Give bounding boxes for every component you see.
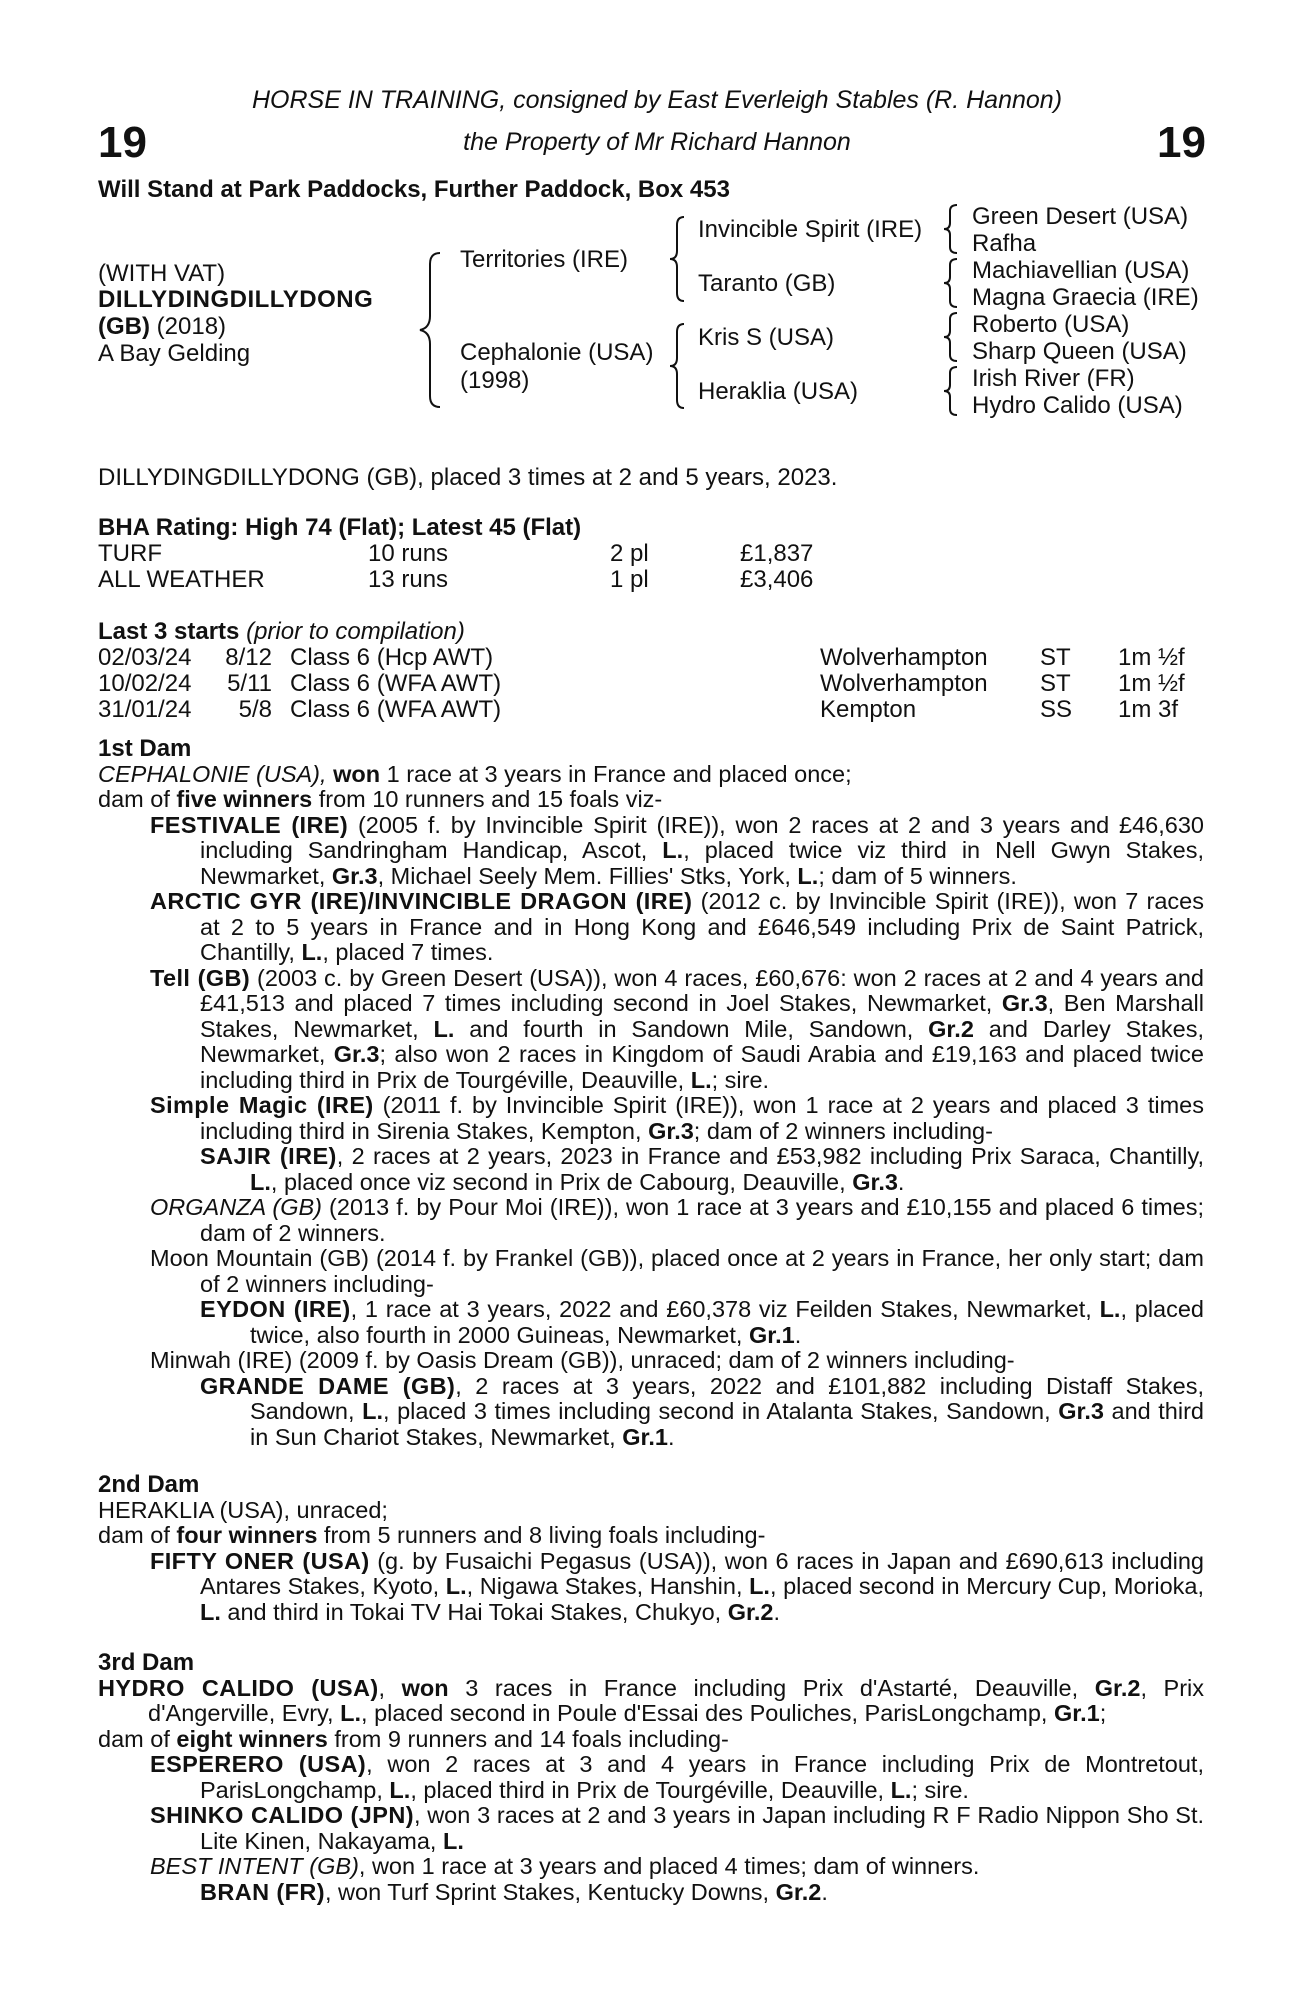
fifty-oner-text-2: , Nigawa Stakes, Hanshin, — [466, 1573, 750, 1599]
record-aw-surface: ALL WEATHER — [98, 566, 265, 593]
pedigree-brace-dam — [668, 322, 688, 410]
last-starts-heading — [98, 618, 465, 646]
produce-tell — [98, 966, 1204, 1094]
start-2-date: 10/02/24 — [98, 670, 192, 697]
listed-badge: L. — [1099, 1296, 1121, 1322]
record-turf-surface: TURF — [98, 540, 162, 567]
group3-badge: Gr.3 — [331, 862, 378, 889]
lot-number-right: 19 — [1157, 118, 1206, 167]
pedigree-gen3-3: Machiavellian (USA) — [972, 257, 1190, 284]
racing-summary: DILLYDINGDILLYDONG (GB), placed 3 times at 2 and 5 years, 2023. — [98, 464, 838, 491]
vat-note: (WITH VAT) — [98, 260, 226, 287]
third-dam-intro: HYDRO CALIDO (USA), won 3 races in France including Prix d'Astarté, Deauville, Gr.2, Prix d'Angerville, Evry, L., placed second in Poule d'Essai des Pouliches, ParisLongchamp, Gr.1; — [98, 1674, 1205, 1726]
listed-badge: L. — [749, 1573, 770, 1599]
eydon-text-3: . — [794, 1321, 802, 1348]
listed-badge: L. — [890, 1776, 912, 1803]
pedigree-gen3-2: Rafha — [972, 230, 1037, 257]
start-1-distance: 1m ½f — [1118, 644, 1185, 671]
listed-badge: L. — [389, 1776, 411, 1803]
tell-text-6: ; sire. — [711, 1066, 770, 1093]
pedigree-gen3-6: Sharp Queen (USA) — [972, 338, 1187, 365]
pedigree-gen3-1: Green Desert (USA) — [972, 203, 1189, 230]
best-intent-name: BEST INTENT (GB) — [150, 1853, 359, 1879]
second-dam-intro: HERAKLIA (USA), unraced; — [98, 1496, 388, 1523]
produce-organza — [98, 1195, 1204, 1246]
third-dam-winners: eight winners — [176, 1725, 328, 1752]
start-1-surface: ST — [1040, 644, 1071, 671]
horse-country: (GB) — [98, 313, 150, 340]
last-starts-note: (prior to compilation) — [246, 618, 465, 645]
listed-badge: L. — [690, 1066, 712, 1093]
listed-badge: L. — [433, 1015, 455, 1042]
second-dam-winners: four winners — [176, 1522, 318, 1548]
produce-grande-dame — [98, 1374, 1204, 1451]
group2-badge: Gr.2 — [727, 1598, 774, 1625]
third-dam-text-4: ; — [1099, 1700, 1107, 1726]
record-aw-placed: 1 pl — [610, 566, 649, 593]
first-dam-produce-summary — [98, 787, 1204, 813]
produce-arctic-gyr — [98, 889, 1204, 966]
listed-badge: L. — [301, 939, 323, 965]
record-turf-placed: 2 pl — [610, 540, 649, 567]
arctic-gyr-text-1: (2012 c. by Invincible Spirit (IRE)), won 7 races at 2 to 5 years in France and in Hong Kong and £646,549 including Prix de Saint Patrick, Chantilly, — [200, 888, 1204, 965]
first-dam-runners: from 10 runners and 15 foals viz- — [312, 786, 663, 812]
first-dam-heading: 1st Dam — [98, 735, 192, 762]
third-dam-section — [98, 1650, 1204, 1905]
produce-esperero — [98, 1752, 1204, 1803]
produce-best-intent — [98, 1854, 1204, 1880]
sajir-text-1: , 2 races at 2 years, 2023 in France and £53,982 including Prix Saraca, Chantilly, — [336, 1143, 1204, 1169]
start-2-course: Wolverhampton — [820, 670, 988, 697]
start-2-race: Class 6 (WFA AWT) — [290, 670, 502, 697]
third-dam-name: HYDRO CALIDO (USA) — [98, 1674, 379, 1701]
organza-name: ORGANZA (GB) — [150, 1194, 322, 1220]
start-1-course: Wolverhampton — [820, 644, 988, 671]
start-2-pos: 5/11 — [227, 670, 272, 697]
pedigree-gen2-2: Taranto (GB) — [698, 270, 836, 297]
produce-minwah: Minwah (IRE) (2009 f. by Oasis Dream (GB)), unraced; dam of 2 winners including- — [150, 1347, 1015, 1373]
property-line: the Property of Mr Richard Hannon — [463, 128, 851, 156]
bran-text-1: , won Turf Sprint Stakes, Kentucky Downs, — [325, 1878, 776, 1905]
produce-simple-magic — [98, 1093, 1204, 1144]
tell-text-5: ; also won 2 races in Kingdom of Saudi Arabia and £19,163 and placed twice including third in Prix de Tourgéville, Deauville, — [200, 1041, 1204, 1093]
start-3-date: 31/01/24 — [98, 696, 192, 723]
shinko-calido-name: SHINKO CALIDO (JPN) — [150, 1802, 414, 1828]
group1-badge: Gr.1 — [1053, 1700, 1100, 1726]
listed-badge: L. — [797, 862, 819, 889]
first-dam-intro-rest: 1 race at 3 years in France and placed once; — [380, 760, 852, 787]
esperero-text-1: , won 2 races at 3 and 4 years in France including Prix de Montretout, ParisLongchamp, — [200, 1751, 1204, 1803]
festivale-text-1: (2005 f. by Invincible Spirit (IRE)), won 2 races at 2 and 3 years and £46,630 including Sandringham Handicap, Ascot, — [200, 811, 1204, 863]
tell-text-4: and Darley Stakes, Newmarket, — [200, 1015, 1204, 1067]
tell-name: Tell (GB) — [150, 964, 251, 991]
tell-text-2: , Ben Marshall Stakes, Newmarket, — [200, 990, 1204, 1042]
fifty-oner-text-4: and third in Tokai TV Hai Tokai Stakes, Chukyo, — [220, 1598, 728, 1625]
pedigree-brace-g3-2 — [942, 257, 962, 309]
record-aw-earnings: £3,406 — [740, 566, 814, 593]
grande-dame-text-1: , 2 races at 3 years, 2022 and £101,882 including Distaff Stakes, Sandown, — [250, 1372, 1205, 1424]
produce-moon-mountain: Moon Mountain (GB) (2014 f. by Frankel (GB)), placed once at 2 years in France, her only start; dam of 2 winners including- — [150, 1245, 1204, 1297]
esperero-name: ESPERERO (USA) — [150, 1751, 367, 1777]
second-dam-dam-of: dam of — [98, 1522, 177, 1548]
third-dam-produce-summary — [98, 1727, 1204, 1753]
sajir-text-3: . — [897, 1168, 905, 1195]
second-dam-heading: 2nd Dam — [98, 1471, 200, 1498]
simple-magic-text-1: (2011 f. by Invincible Spirit (IRE)), won 1 race at 2 years and placed 3 times including third in Sirenia Stakes, Kempton, — [200, 1092, 1204, 1144]
record-aw-runs: 13 runs — [368, 566, 449, 593]
horse-origin — [98, 313, 226, 341]
grande-dame-name: GRANDE DAME (GB) — [200, 1372, 456, 1399]
eydon-name: EYDON (IRE) — [200, 1296, 351, 1322]
second-dam-section — [98, 1472, 1204, 1625]
group3-badge: Gr.3 — [333, 1041, 380, 1067]
second-dam-produce-summary — [98, 1523, 1204, 1549]
listed-badge: L. — [442, 1827, 464, 1854]
tell-text-1: (2003 c. by Green Desert (USA)), won 4 races, £60,676: won 2 races at 2 and 4 years and £41,513 and placed 7 times including second in Joel Stakes, Newmarket, — [200, 964, 1204, 1016]
third-dam-runners: from 9 runners and 14 foals including- — [327, 1725, 729, 1752]
group2-badge: Gr.2 — [928, 1015, 974, 1042]
eydon-text-1: , 1 race at 3 years, 2022 and £60,378 viz Feilden Stakes, Newmarket, — [350, 1296, 1100, 1322]
produce-bran: BRAN (FR), won Turf Sprint Stakes, Kentucky Downs, Gr.2. — [200, 1878, 828, 1905]
produce-fifty-oner — [98, 1549, 1204, 1626]
fifty-oner-text-3: , placed second in Mercury Cup, Morioka, — [769, 1573, 1205, 1599]
tell-text-3: and fourth in Sandown Mile, Sandown, — [454, 1015, 929, 1042]
pedigree-gen2-4: Heraklia (USA) — [698, 378, 859, 405]
pedigree-gen3-7: Irish River (FR) — [972, 365, 1135, 392]
produce-eydon — [98, 1297, 1204, 1348]
last-starts-title: Last 3 starts — [98, 618, 240, 645]
group2-badge: Gr.2 — [775, 1878, 822, 1905]
first-dam-section — [98, 736, 1204, 1450]
start-2-distance: 1m ½f — [1118, 670, 1185, 697]
start-1-pos: 8/12 — [225, 644, 272, 671]
pedigree-dam-year: (1998) — [460, 367, 530, 394]
group3-badge: Gr.3 — [1058, 1398, 1104, 1424]
record-turf-runs: 10 runs — [368, 540, 449, 567]
best-intent-text-1: , won 1 race at 3 years and placed 4 times; dam of winners. — [358, 1853, 980, 1879]
third-dam-text-1: 3 races in France including Prix d'Astarté, Deauville, — [448, 1674, 1095, 1701]
consignor-line: HORSE IN TRAINING, consigned by East Everleigh Stables (R. Hannon) — [251, 86, 1063, 114]
second-dam-runners: from 5 runners and 8 living foals including- — [317, 1522, 766, 1548]
listed-badge: L. — [340, 1700, 362, 1726]
pedigree-brace-sire — [668, 215, 688, 303]
pedigree-gen2-1: Invincible Spirit (IRE) — [698, 216, 923, 243]
listed-badge: L. — [250, 1168, 271, 1195]
start-3-pos: 5/8 — [238, 696, 272, 723]
pedigree-gen3-5: Roberto (USA) — [972, 311, 1130, 338]
festivale-text-3: , Michael Seely Mem. Fillies' Stks, York, — [377, 862, 798, 889]
third-dam-dam-of: dam of — [98, 1725, 177, 1752]
horse-name: DILLYDINGDILLYDONG — [98, 286, 374, 313]
start-1-date: 02/03/24 — [98, 644, 192, 671]
horse-year: (2018) — [156, 313, 227, 340]
arctic-gyr-text-2: , placed 7 times. — [322, 939, 494, 965]
sajir-name: SAJIR (IRE) — [200, 1143, 337, 1169]
group3-badge: Gr.3 — [648, 1117, 694, 1144]
first-dam-winners: five winners — [176, 786, 313, 812]
first-dam-name: CEPHALONIE (USA), — [98, 760, 327, 787]
start-3-race: Class 6 (WFA AWT) — [290, 696, 502, 723]
start-3-course: Kempton — [820, 696, 917, 723]
grande-dame-text-2: , placed 3 times including second in Atalanta Stakes, Sandown, — [382, 1398, 1059, 1424]
start-3-surface: SS — [1040, 696, 1073, 723]
fifty-oner-text-1: (g. by Fusaichi Pegasus (USA)), won 6 races in Japan and £690,613 including Antares Stakes, Kyoto, — [200, 1547, 1204, 1599]
grande-dame-text-3: and third in Sun Chariot Stakes, Newmarket, — [250, 1398, 1204, 1450]
festivale-text-4: ; dam of 5 winners. — [818, 862, 1017, 889]
group1-badge: Gr.1 — [622, 1423, 668, 1450]
start-1-race: Class 6 (Hcp AWT) — [290, 644, 494, 671]
pedigree-brace-g3-1 — [942, 203, 962, 255]
first-dam-won: won — [333, 760, 381, 787]
sajir-text-2: , placed once viz second in Prix de Cabourg, Deauville, — [270, 1168, 853, 1195]
arctic-gyr-name: ARCTIC GYR (IRE)/INVINCIBLE DRAGON (IRE) — [150, 888, 693, 914]
grande-dame-text-4: . — [667, 1423, 675, 1450]
bha-rating-heading: BHA Rating: High 74 (Flat); Latest 45 (Flat) — [98, 514, 582, 541]
group3-badge: Gr.3 — [852, 1168, 898, 1195]
fifty-oner-text-5: . — [773, 1598, 780, 1625]
start-3-distance: 1m 3f — [1118, 696, 1179, 723]
lot-number-left: 19 — [98, 118, 147, 167]
third-dam-text-2: , Prix d'Angerville, Evry, — [148, 1674, 1205, 1726]
pedigree-gen3-4: Magna Graecia (IRE) — [972, 284, 1199, 311]
pedigree-dam: Cephalonie (USA) — [460, 339, 654, 366]
organza-text-1: (2013 f. by Pour Moi (IRE)), won 1 race at 3 years and £10,155 and placed 6 times; dam of 2 winners. — [200, 1194, 1205, 1246]
pedigree-brace-g3-4 — [942, 365, 962, 417]
listed-badge: L. — [445, 1573, 467, 1599]
produce-festivale — [98, 813, 1204, 890]
group1-badge: Gr.1 — [748, 1321, 795, 1348]
start-2-surface: ST — [1040, 670, 1071, 697]
bran-name: BRAN (FR) — [200, 1878, 325, 1905]
listed-badge: L. — [662, 837, 684, 863]
third-dam-heading: 3rd Dam — [98, 1649, 195, 1676]
location-line: Will Stand at Park Paddocks, Further Paddock, Box 453 — [98, 176, 730, 203]
simple-magic-name: Simple Magic (IRE) — [150, 1092, 374, 1118]
group3-badge: Gr.3 — [1001, 990, 1048, 1016]
esperero-text-2: , placed third in Prix de Tourgéville, Deauville, — [410, 1776, 891, 1803]
simple-magic-text-2: ; dam of 2 winners including- — [693, 1117, 993, 1144]
listed-badge: L. — [362, 1398, 383, 1424]
first-dam-dam-of: dam of — [98, 786, 177, 812]
produce-shinko-calido — [98, 1803, 1204, 1854]
produce-sajir — [98, 1144, 1204, 1195]
shinko-calido-text-1: , won 3 races at 2 and 3 years in Japan including R F Radio Nippon Sho St. Lite Kinen, Nakayama, — [200, 1802, 1205, 1854]
esperero-text-3: ; sire. — [911, 1776, 969, 1803]
pedigree-gen2-3: Kris S (USA) — [698, 324, 835, 351]
festivale-name: FESTIVALE (IRE) — [150, 811, 349, 838]
horse-description: A Bay Gelding — [98, 340, 251, 367]
record-turf-earnings: £1,837 — [740, 540, 814, 567]
pedigree-brace-g3-3 — [942, 311, 962, 363]
fifty-oner-name: FIFTY ONER (USA) — [150, 1547, 370, 1574]
third-dam-won: won — [401, 1674, 449, 1701]
first-dam-intro — [98, 762, 1204, 788]
listed-badge: L. — [200, 1598, 221, 1625]
group2-badge: Gr.2 — [1094, 1674, 1141, 1701]
pedigree-brace-main — [418, 250, 448, 410]
third-dam-text-3: , placed second in Poule d'Essai des Pouliches, ParisLongchamp, — [361, 1700, 1054, 1726]
pedigree-gen3-8: Hydro Calido (USA) — [972, 392, 1183, 419]
festivale-text-2: , placed twice viz third in Nell Gwyn Stakes, Newmarket, — [200, 837, 1204, 889]
pedigree-sire: Territories (IRE) — [460, 246, 629, 273]
eydon-text-2: , placed twice, also fourth in 2000 Guineas, Newmarket, — [250, 1296, 1205, 1348]
